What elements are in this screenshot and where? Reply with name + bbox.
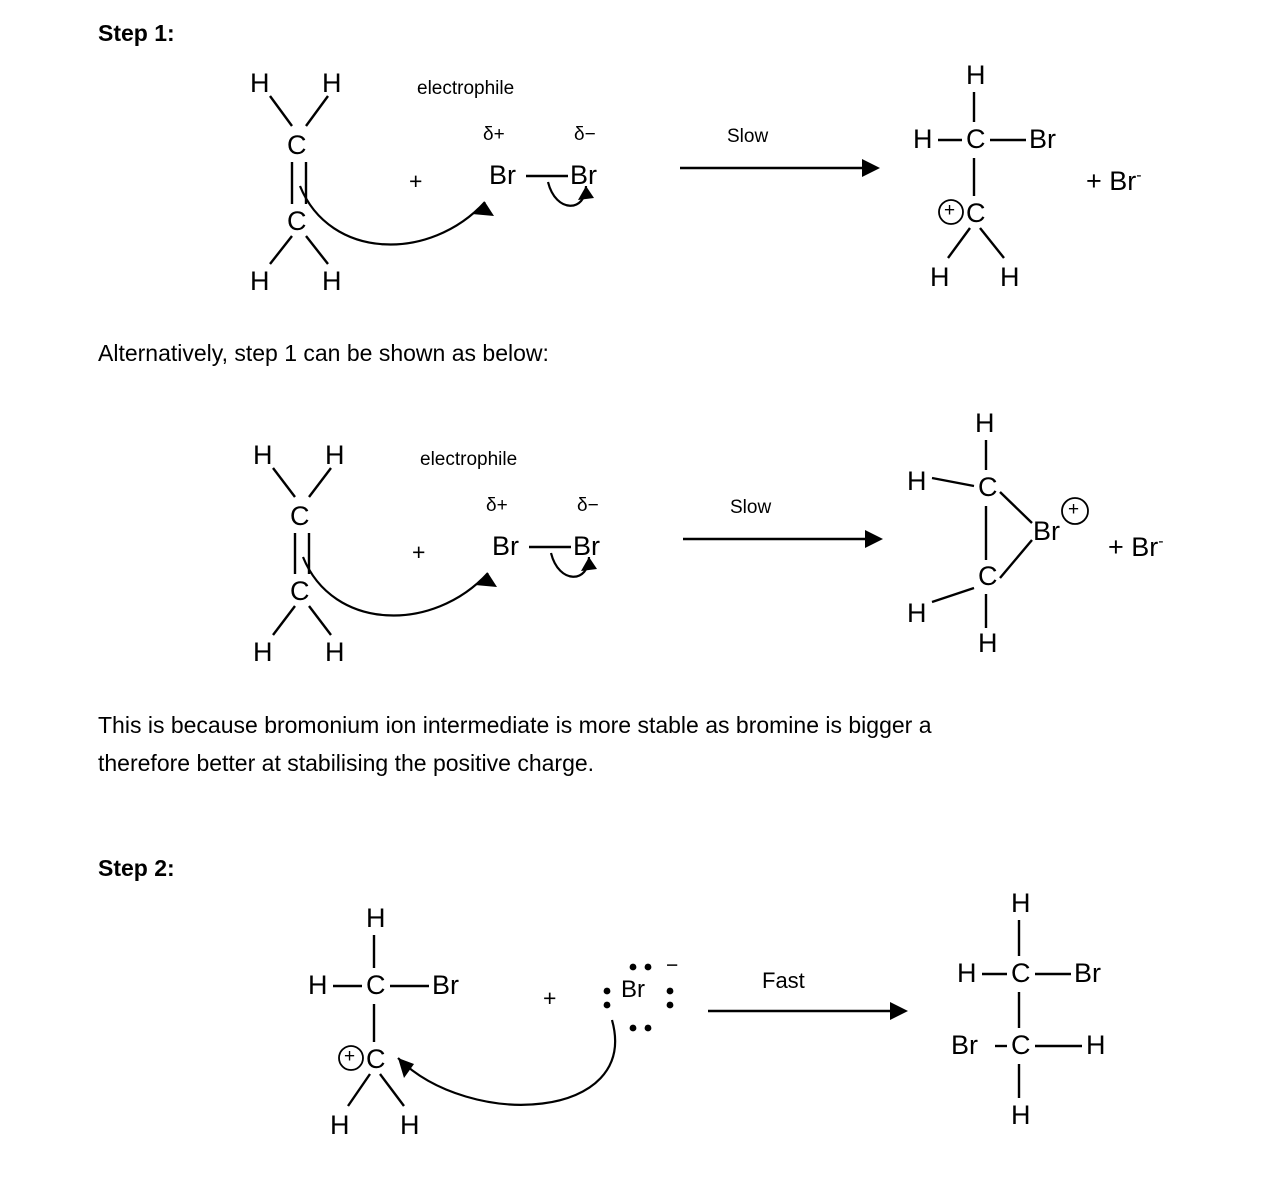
- atom-label-c: C: [366, 970, 386, 1000]
- atom-label-br: Br: [621, 976, 645, 1003]
- atom-label-br: Br: [951, 1030, 978, 1060]
- scheme-1-product-bonds: [0, 0, 1276, 320]
- atom-label-h: H: [1086, 1030, 1106, 1060]
- atom-label-br: Br: [492, 531, 519, 561]
- atom-label-c: C: [1011, 1030, 1031, 1060]
- atom-label-c: C: [287, 130, 307, 160]
- step-1-heading: Step 1:: [98, 20, 175, 46]
- positive-charge-label: +: [1068, 499, 1080, 520]
- bromide-charge: -: [1158, 533, 1164, 550]
- atom-label-h: H: [907, 598, 927, 628]
- atom-label-h: H: [1011, 888, 1031, 918]
- atom-label-h: H: [975, 408, 995, 438]
- plus-sign: +: [412, 539, 426, 565]
- atom-label-br: Br: [489, 160, 516, 190]
- atom-label-c: C: [978, 472, 998, 502]
- atom-label-h: H: [322, 68, 342, 98]
- positive-charge-label: +: [344, 1046, 356, 1067]
- atom-label-c: C: [290, 501, 310, 531]
- atom-label-c: C: [366, 1044, 386, 1074]
- atom-label-h: H: [250, 68, 270, 98]
- delta-plus-label: δ+: [486, 495, 508, 516]
- atom-label-h: H: [325, 637, 345, 667]
- electrophile-label: electrophile: [420, 449, 518, 470]
- atom-label-h: H: [907, 466, 927, 496]
- step-2-heading: Step 2:: [98, 855, 175, 881]
- scheme-3-product-bonds: [0, 880, 1276, 1180]
- atom-label-h: H: [308, 970, 328, 1000]
- condition-slow-label: Slow: [730, 497, 772, 518]
- atom-label-h: H: [250, 266, 270, 296]
- atom-label-br: Br: [570, 160, 597, 190]
- delta-minus-label: δ−: [577, 495, 599, 516]
- delta-plus-label: δ+: [483, 124, 505, 145]
- negative-charge-label: −: [666, 954, 679, 977]
- atom-label-br: Br: [573, 531, 600, 561]
- atom-label-h: H: [957, 958, 977, 988]
- atom-label-h: H: [913, 124, 933, 154]
- atom-label-h: H: [1011, 1100, 1031, 1130]
- atom-label-br: Br: [1074, 958, 1101, 988]
- step-1-reaction-scheme: [0, 0, 1276, 320]
- atom-label-br: Br: [1033, 516, 1060, 546]
- plus-sign: +: [409, 168, 423, 194]
- atom-label-c: C: [1011, 958, 1031, 988]
- step-2-reaction-scheme: [0, 880, 1276, 1180]
- atom-label-c: C: [966, 124, 986, 154]
- positive-charge-label: +: [944, 200, 956, 221]
- alternative-step-1-reaction-scheme: [0, 380, 1276, 690]
- atom-label-h: H: [322, 266, 342, 296]
- atom-label-h: H: [253, 637, 273, 667]
- atom-label-h: H: [978, 628, 998, 658]
- atom-label-h: H: [330, 1110, 350, 1140]
- atom-label-h: H: [930, 262, 950, 292]
- explanation-line-1: This is because bromonium ion intermediate is more stable as bromine is bigger a: [98, 712, 932, 738]
- atom-label-c: C: [966, 198, 986, 228]
- condition-slow-label: Slow: [727, 126, 769, 147]
- atom-label-h: H: [1000, 262, 1020, 292]
- byproduct-bromide-label: + Br-: [1086, 166, 1142, 196]
- alternative-intro-paragraph: Alternatively, step 1 can be shown as below:: [98, 340, 549, 366]
- delta-minus-label: δ−: [574, 124, 596, 145]
- atom-label-h: H: [966, 60, 986, 90]
- atom-label-c: C: [290, 576, 310, 606]
- atom-label-c: C: [978, 561, 998, 591]
- explanation-line-2: therefore better at stabilising the positive charge.: [98, 750, 595, 776]
- scheme-2-product-bonds: [0, 380, 1276, 690]
- atom-label-br: Br: [1029, 124, 1056, 154]
- condition-fast-label: Fast: [762, 968, 805, 993]
- atom-label-h: H: [400, 1110, 420, 1140]
- atom-label-c: C: [287, 206, 307, 236]
- bromide-charge: -: [1136, 167, 1142, 184]
- electrophile-label: electrophile: [417, 78, 515, 99]
- byproduct-bromide-label: + Br-: [1108, 532, 1164, 562]
- atom-label-br: Br: [432, 970, 459, 1000]
- atom-label-h: H: [325, 440, 345, 470]
- plus-sign: +: [543, 985, 557, 1011]
- atom-label-h: H: [253, 440, 273, 470]
- atom-label-h: H: [366, 903, 386, 933]
